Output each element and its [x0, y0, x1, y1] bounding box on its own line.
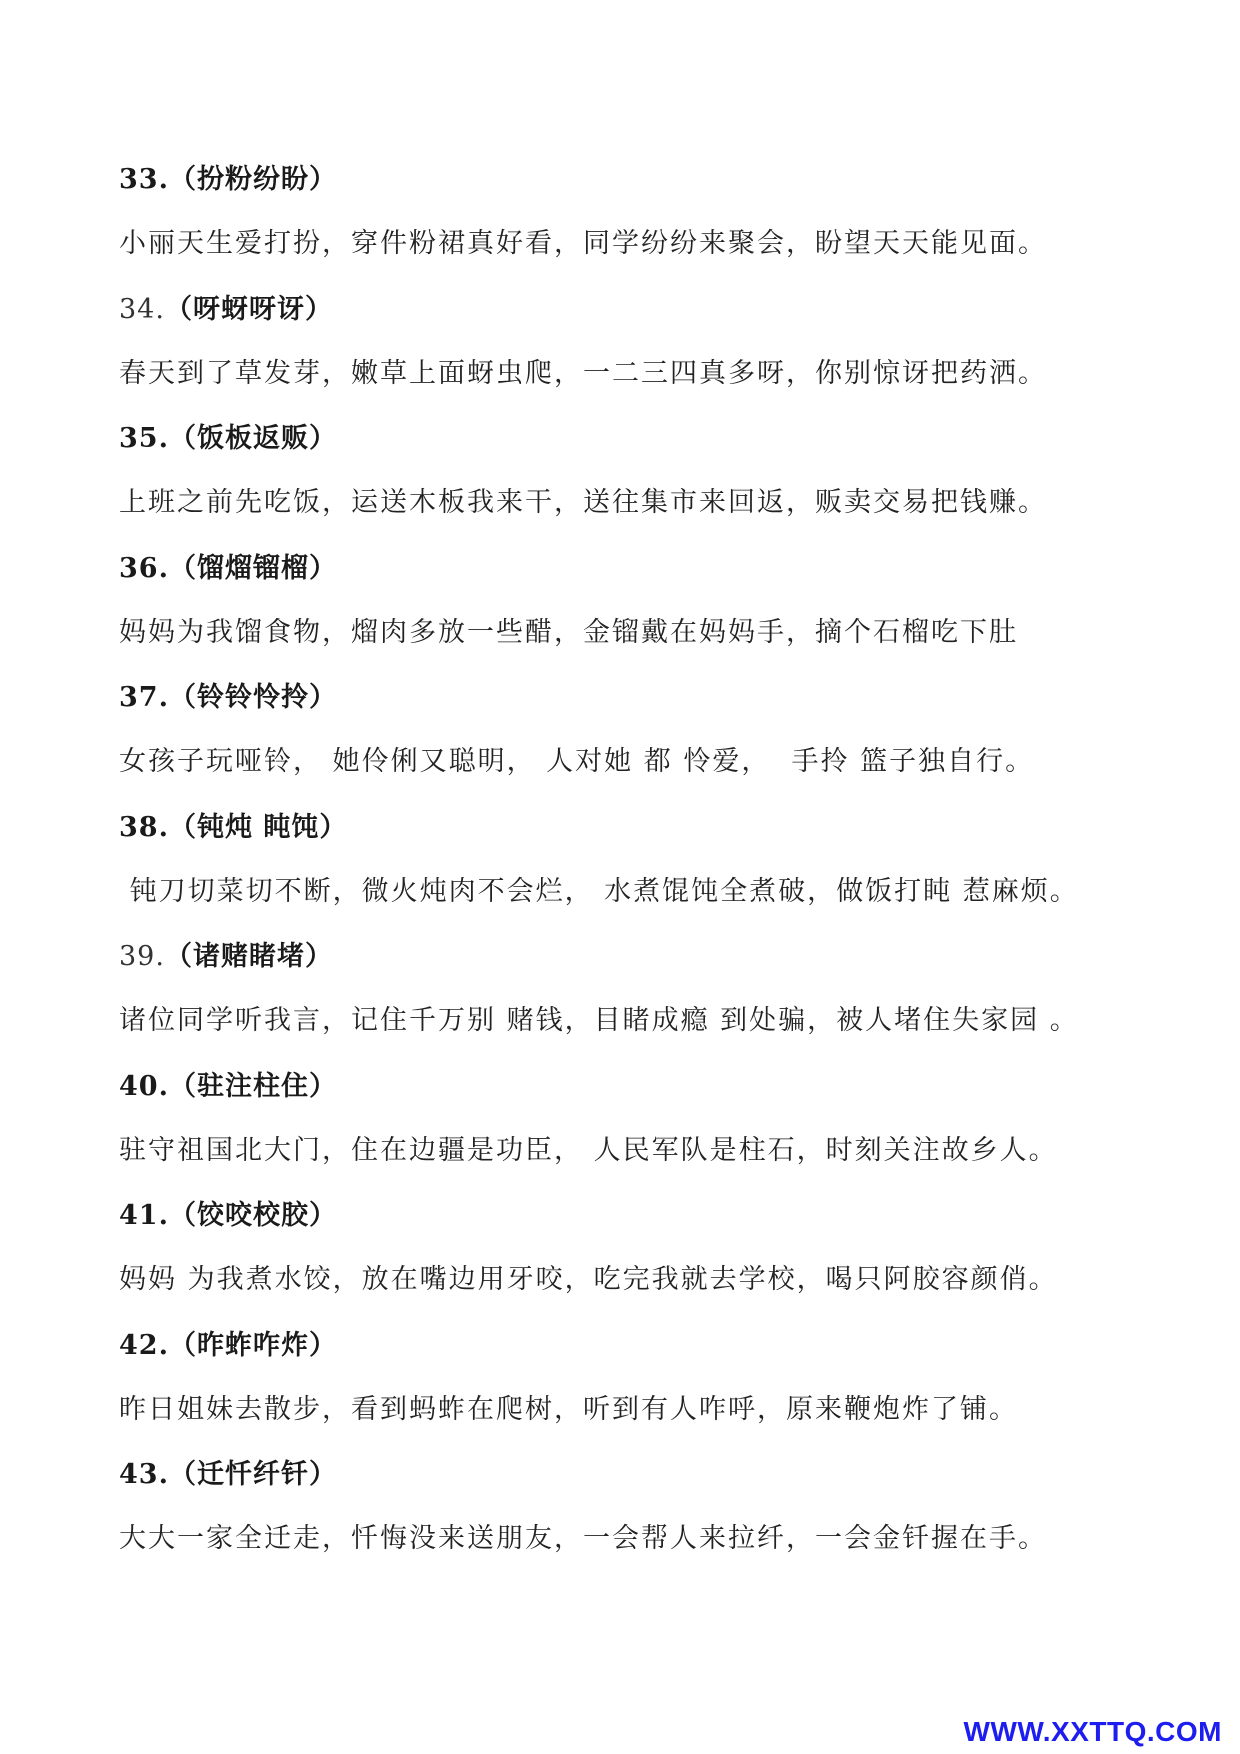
entry-number: 36. [119, 552, 169, 584]
entry-rhyme: 钝刀切菜切不断，微火炖肉不会烂， 水煮馄饨全煮破，做饭打盹 惹麻烦。 [119, 875, 1079, 907]
entry-characters: （扮粉纷盼） [168, 164, 337, 195]
entry-characters: （驻注柱住） [168, 1070, 337, 1102]
entry-number: 33. [119, 164, 169, 195]
entry-heading [119, 417, 337, 461]
entry-rhyme: 妈妈 为我煮水饺，放在嘴边用牙咬，吃完我就去学校，喝只阿胶容颜俏。 [119, 1264, 1058, 1295]
entry-characters: （诸赌睹堵） [164, 941, 333, 972]
entry-characters: （昨蚱咋炸） [168, 1329, 337, 1361]
entry-heading [119, 806, 347, 850]
entry-number: 34. [119, 293, 165, 325]
entry-40 [119, 1065, 1179, 1195]
entry-33 [119, 158, 1179, 288]
entry-rhyme: 大大一家全迁走，忏悔没来送朋友，一会帮人来拉纤，一会金钎握在手。 [119, 1523, 1047, 1554]
entry-characters: （钝炖 盹饨） [168, 811, 348, 843]
entry-heading [119, 1453, 337, 1497]
entry-number: 37. [119, 682, 169, 713]
entry-heading [119, 288, 333, 332]
entry-characters: （饺咬校胶） [168, 1200, 337, 1231]
entry-characters: （迁忏纤钎） [168, 1459, 337, 1490]
entry-list [119, 158, 1179, 1583]
entry-number: 42. [119, 1329, 169, 1361]
entry-number: 40. [119, 1070, 169, 1102]
entry-38 [119, 806, 1179, 936]
entry-heading [119, 1065, 337, 1109]
entry-heading [119, 935, 333, 979]
entry-rhyme: 昨日姐妹去散步，看到蚂蚱在爬树，听到有人咋呼，原来鞭炮炸了铺。 [119, 1393, 1018, 1425]
entry-heading [119, 1324, 337, 1368]
entry-43 [119, 1453, 1179, 1583]
entry-characters: （铃铃怜拎） [168, 682, 337, 713]
entry-number: 38. [119, 811, 169, 843]
entry-characters: （呀蚜呀讶） [164, 293, 333, 325]
entry-rhyme: 驻守祖国北大门，住在边疆是功臣， 人民军队是柱石，时刻关注故乡人。 [119, 1134, 1058, 1166]
entry-36 [119, 547, 1179, 677]
entry-41 [119, 1194, 1179, 1324]
entry-rhyme: 小丽天生爱打扮，穿件粉裙真好看，同学纷纷来聚会，盼望天天能见面。 [119, 228, 1047, 259]
entry-number: 41. [119, 1200, 169, 1231]
entry-number: 39. [119, 941, 165, 972]
entry-rhyme: 女孩子玩哑铃， 她伶俐又聪明， 人对她 都 怜爱， 手拎 篮子独自行。 [119, 746, 1035, 777]
entry-characters: （饭板返贩） [168, 423, 337, 454]
entry-rhyme: 春天到了草发芽，嫩草上面蚜虫爬，一二三四真多呀，你别惊讶把药洒。 [119, 357, 1047, 389]
site-watermark: WWW.XXTTQ.COM [963, 1716, 1222, 1747]
entry-37 [119, 676, 1179, 806]
entry-rhyme: 上班之前先吃饭，运送木板我来干，送往集市来回返，贩卖交易把钱赚。 [119, 487, 1047, 518]
entry-number: 43. [119, 1459, 169, 1490]
entry-rhyme: 诸位同学听我言，记住千万别 赌钱，目睹成瘾 到处骗，被人堵住失家园 。 [119, 1005, 1079, 1036]
entry-heading [119, 158, 337, 202]
entry-heading [119, 547, 337, 591]
entry-42 [119, 1324, 1179, 1454]
entry-35 [119, 417, 1179, 547]
entry-characters: （馏熘镏榴） [168, 552, 337, 584]
entry-heading [119, 676, 337, 720]
entry-34 [119, 288, 1179, 418]
entry-rhyme: 妈妈为我馏食物，熘肉多放一些醋，金镏戴在妈妈手，摘个石榴吃下肚 [119, 616, 1018, 648]
entry-number: 35. [119, 423, 169, 454]
entry-39 [119, 935, 1179, 1065]
entry-heading [119, 1194, 337, 1238]
